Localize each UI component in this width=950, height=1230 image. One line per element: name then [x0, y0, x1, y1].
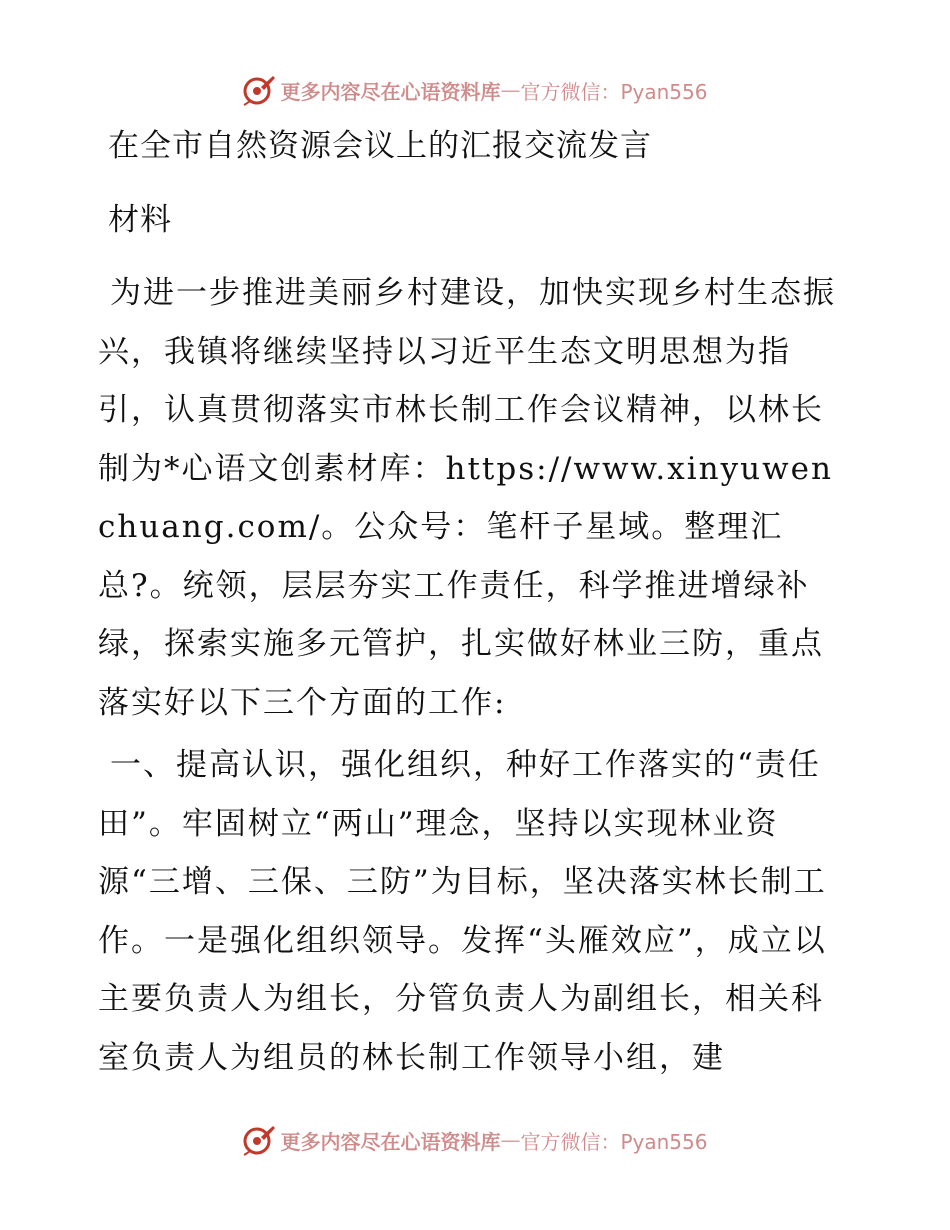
document-title-line-1: 在全市自然资源会议上的汇报交流发言 — [108, 128, 652, 164]
banner-contact: 官方微信：Pyan556 — [520, 79, 708, 104]
banner-text: 更多内容尽在心语资料库 — [280, 79, 501, 104]
banner-text: 更多内容尽在心语资料库 — [280, 1129, 501, 1154]
pen-logo-icon — [242, 73, 276, 107]
banner-separator: — — [500, 78, 521, 102]
document-title-line-2: 材料 — [108, 202, 172, 238]
pen-logo-icon — [242, 1123, 276, 1157]
banner-contact: 官方微信：Pyan556 — [520, 1129, 708, 1154]
paragraph-1: 为进一步推进美丽乡村建设，加快实现乡村生态振兴，我镇将继续坚持以习近平生态文明思想为指引，认真贯彻落实市林长制工作会议精神，以林长制为*心语文创素材库：https://www.xinyuwenchuang.com/。公众号：笔杆子星域。整理汇总?。统领，层层夯实工作责任，科学推进增绿补绿，探索实施多元管护，扎实做好林业三防，重点落实好以下三个方面的工作: — [98, 275, 836, 721]
footer-banner — [0, 1120, 950, 1160]
banner-separator: — — [500, 1128, 521, 1152]
header-banner — [0, 70, 950, 110]
document-body — [98, 124, 850, 1087]
paragraph-2: 一、提高认识，强化组织，种好工作落实的“责任田”。牢固树立“两山”理念，坚持以实现林业资源“三增、三保、三防”为目标，坚决落实林长制工作。一是强化组织领导。发挥“头雁效应”，成立以主要负责人为组长，分管负责人为副组长，相关科室负责人为组员的林长制工作领导小组，建 — [98, 747, 827, 1076]
